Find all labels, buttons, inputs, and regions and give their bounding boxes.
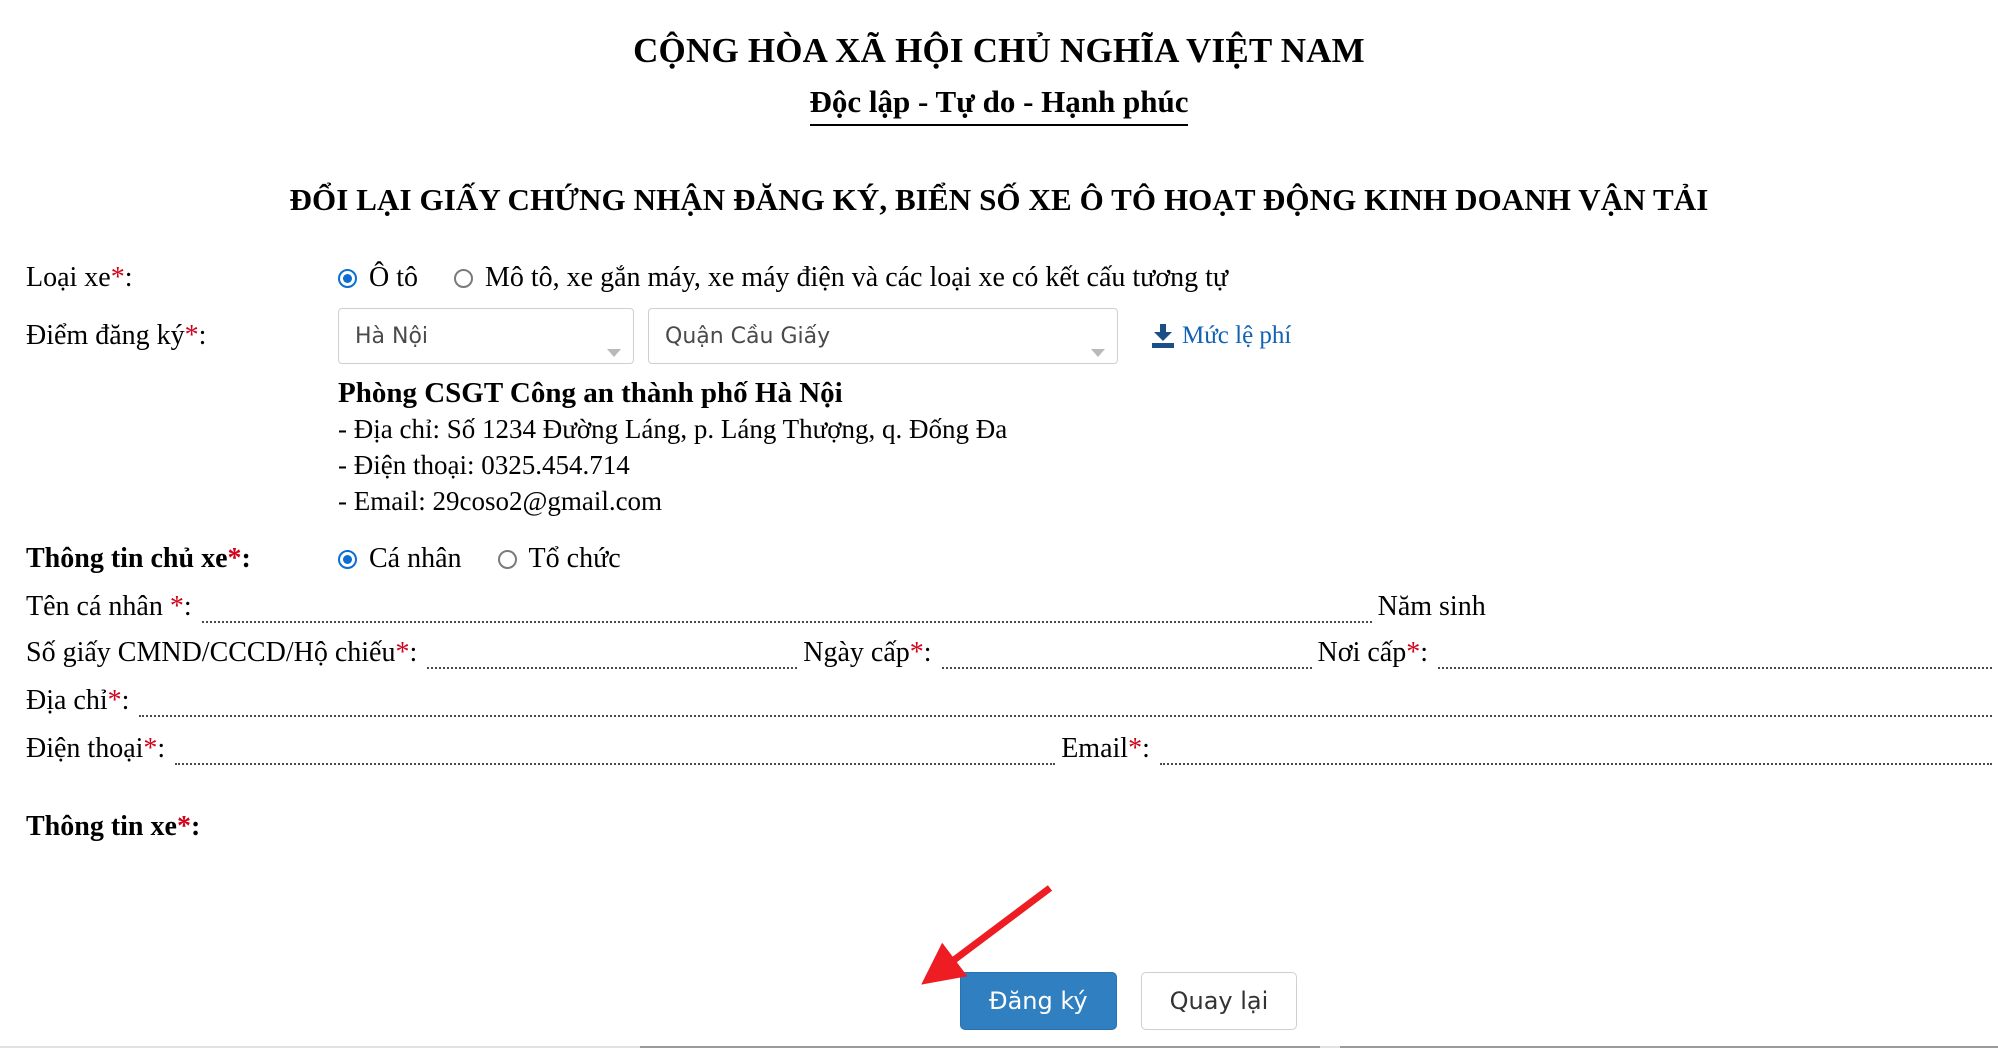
registration-place-label: [26, 320, 338, 352]
id-number-input[interactable]: [427, 637, 797, 669]
office-email: - Email: 29coso2@gmail.com: [338, 485, 663, 516]
download-icon: [1152, 324, 1174, 348]
office-info-block: [338, 374, 1998, 519]
radio-label: Mô tô, xe gắn máy, xe máy điện và các loại xe có kết cấu tương tự: [485, 262, 1229, 293]
required-asterisk: *: [176, 811, 191, 843]
label-colon: :: [409, 637, 418, 669]
office-address: - Địa chỉ: Số 1234 Đường Láng, p. Láng Thượng, q. Đống Đa: [338, 414, 1008, 445]
address-row: [26, 685, 1998, 717]
required-asterisk: *: [143, 733, 158, 765]
district-select-value: Quận Cầu Giấy: [665, 323, 831, 349]
address-label: [26, 685, 133, 717]
required-asterisk: *: [227, 543, 242, 575]
id-number-label: [26, 637, 421, 669]
radio-owner-organization[interactable]: [498, 543, 621, 575]
issue-date-label-text: Ngày cấp: [803, 637, 910, 669]
label-colon: :: [241, 543, 251, 575]
city-select[interactable]: [338, 308, 634, 364]
vehicle-info-label-text: Thông tin xe: [26, 811, 177, 843]
radio-vehicle-type-motorbike[interactable]: [454, 262, 1228, 294]
radio-label: Ô tô: [369, 262, 418, 293]
country-title: CỘNG HÒA XÃ HỘI CHỦ NGHĨA VIỆT NAM: [633, 31, 1365, 70]
chevron-down-icon: [1091, 349, 1105, 357]
office-name: Phòng CSGT Công an thành phố Hà Nội: [338, 377, 843, 409]
radio-label: Cá nhân: [369, 543, 462, 575]
name-row: [26, 591, 1998, 623]
label-colon: :: [198, 320, 207, 351]
address-input[interactable]: [139, 685, 1992, 717]
required-asterisk: *: [1406, 637, 1421, 669]
document-header: [0, 0, 1998, 126]
radio-dot-icon: [338, 550, 357, 569]
office-phone: - Điện thoại: 0325.454.714: [338, 449, 630, 480]
issue-date-label: [803, 637, 935, 669]
fee-schedule-link[interactable]: [1152, 322, 1291, 350]
name-label: [26, 591, 196, 623]
email-label: [1061, 733, 1154, 765]
label-colon: :: [1142, 733, 1150, 765]
issue-date-input[interactable]: [942, 637, 1312, 669]
label-colon: :: [121, 685, 130, 717]
required-asterisk: *: [169, 591, 184, 623]
contact-row: [26, 733, 1998, 765]
birth-year-label: Năm sinh: [1377, 591, 1486, 623]
radio-vehicle-type-car[interactable]: [338, 262, 418, 294]
phone-label-text: Điện thoại: [26, 733, 144, 765]
registration-place-row: [26, 308, 1998, 364]
label-colon: :: [183, 591, 192, 623]
vehicle-type-options: [338, 262, 1264, 294]
required-asterisk: *: [107, 685, 122, 717]
owner-info-row: [26, 543, 1998, 575]
label-colon: :: [1420, 637, 1428, 669]
radio-owner-individual[interactable]: [338, 543, 462, 575]
owner-info-label: [26, 543, 338, 575]
form-body: [0, 262, 1998, 843]
owner-info-label-text: Thông tin chủ xe: [26, 543, 228, 575]
phone-input[interactable]: [175, 733, 1055, 765]
registration-place-label-text: Điểm đăng ký: [26, 320, 185, 351]
required-asterisk: *: [909, 637, 924, 669]
vehicle-info-section-label: [26, 811, 1998, 843]
vehicle-type-label: [26, 262, 338, 294]
name-label-text: Tên cá nhân: [26, 591, 170, 623]
name-input[interactable]: [202, 591, 1372, 623]
email-input[interactable]: [1160, 733, 1992, 765]
address-label-text: Địa chỉ: [26, 685, 108, 717]
district-select[interactable]: [648, 308, 1118, 364]
id-row: [26, 637, 1998, 669]
issue-place-label: [1318, 637, 1432, 669]
email-label-text: Email: [1061, 733, 1129, 765]
city-select-value: Hà Nội: [355, 323, 429, 349]
radio-dot-icon: [454, 269, 473, 288]
issue-place-input[interactable]: [1438, 637, 1992, 669]
label-colon: :: [157, 733, 166, 765]
back-button[interactable]: Quay lại: [1141, 972, 1298, 1030]
required-asterisk: *: [184, 320, 199, 351]
required-asterisk: *: [1128, 733, 1143, 765]
page-title: ĐỔI LẠI GIẤY CHỨNG NHẬN ĐĂNG KÝ, BIỂN SỐ XE Ô TÔ HOẠT ĐỘNG KINH DOANH VẬN TẢI: [289, 182, 1709, 217]
issue-place-label-text: Nơi cấp: [1317, 637, 1407, 669]
motto-title: Độc lập - Tự do - Hạnh phúc: [810, 84, 1189, 126]
vehicle-type-label-text: Loại xe: [26, 262, 111, 293]
form-actions: [960, 972, 1297, 1030]
radio-dot-icon: [338, 269, 357, 288]
radio-dot-icon: [498, 550, 517, 569]
radio-label: Tổ chức: [528, 543, 621, 575]
id-number-label-text: Số giấy CMND/CCCD/Hộ chiếu: [26, 637, 396, 669]
label-colon: :: [124, 262, 133, 293]
owner-type-options: [338, 543, 657, 575]
bottom-divider: [0, 1046, 1998, 1060]
required-asterisk: *: [395, 637, 410, 669]
vehicle-type-row: [26, 262, 1998, 294]
fee-schedule-link-label: Mức lệ phí: [1182, 322, 1292, 349]
required-asterisk: *: [110, 262, 125, 293]
chevron-down-icon: [607, 349, 621, 357]
phone-label: [26, 733, 169, 765]
submit-button[interactable]: Đăng ký: [960, 972, 1117, 1030]
label-colon: :: [923, 637, 932, 669]
label-colon: :: [190, 811, 201, 843]
